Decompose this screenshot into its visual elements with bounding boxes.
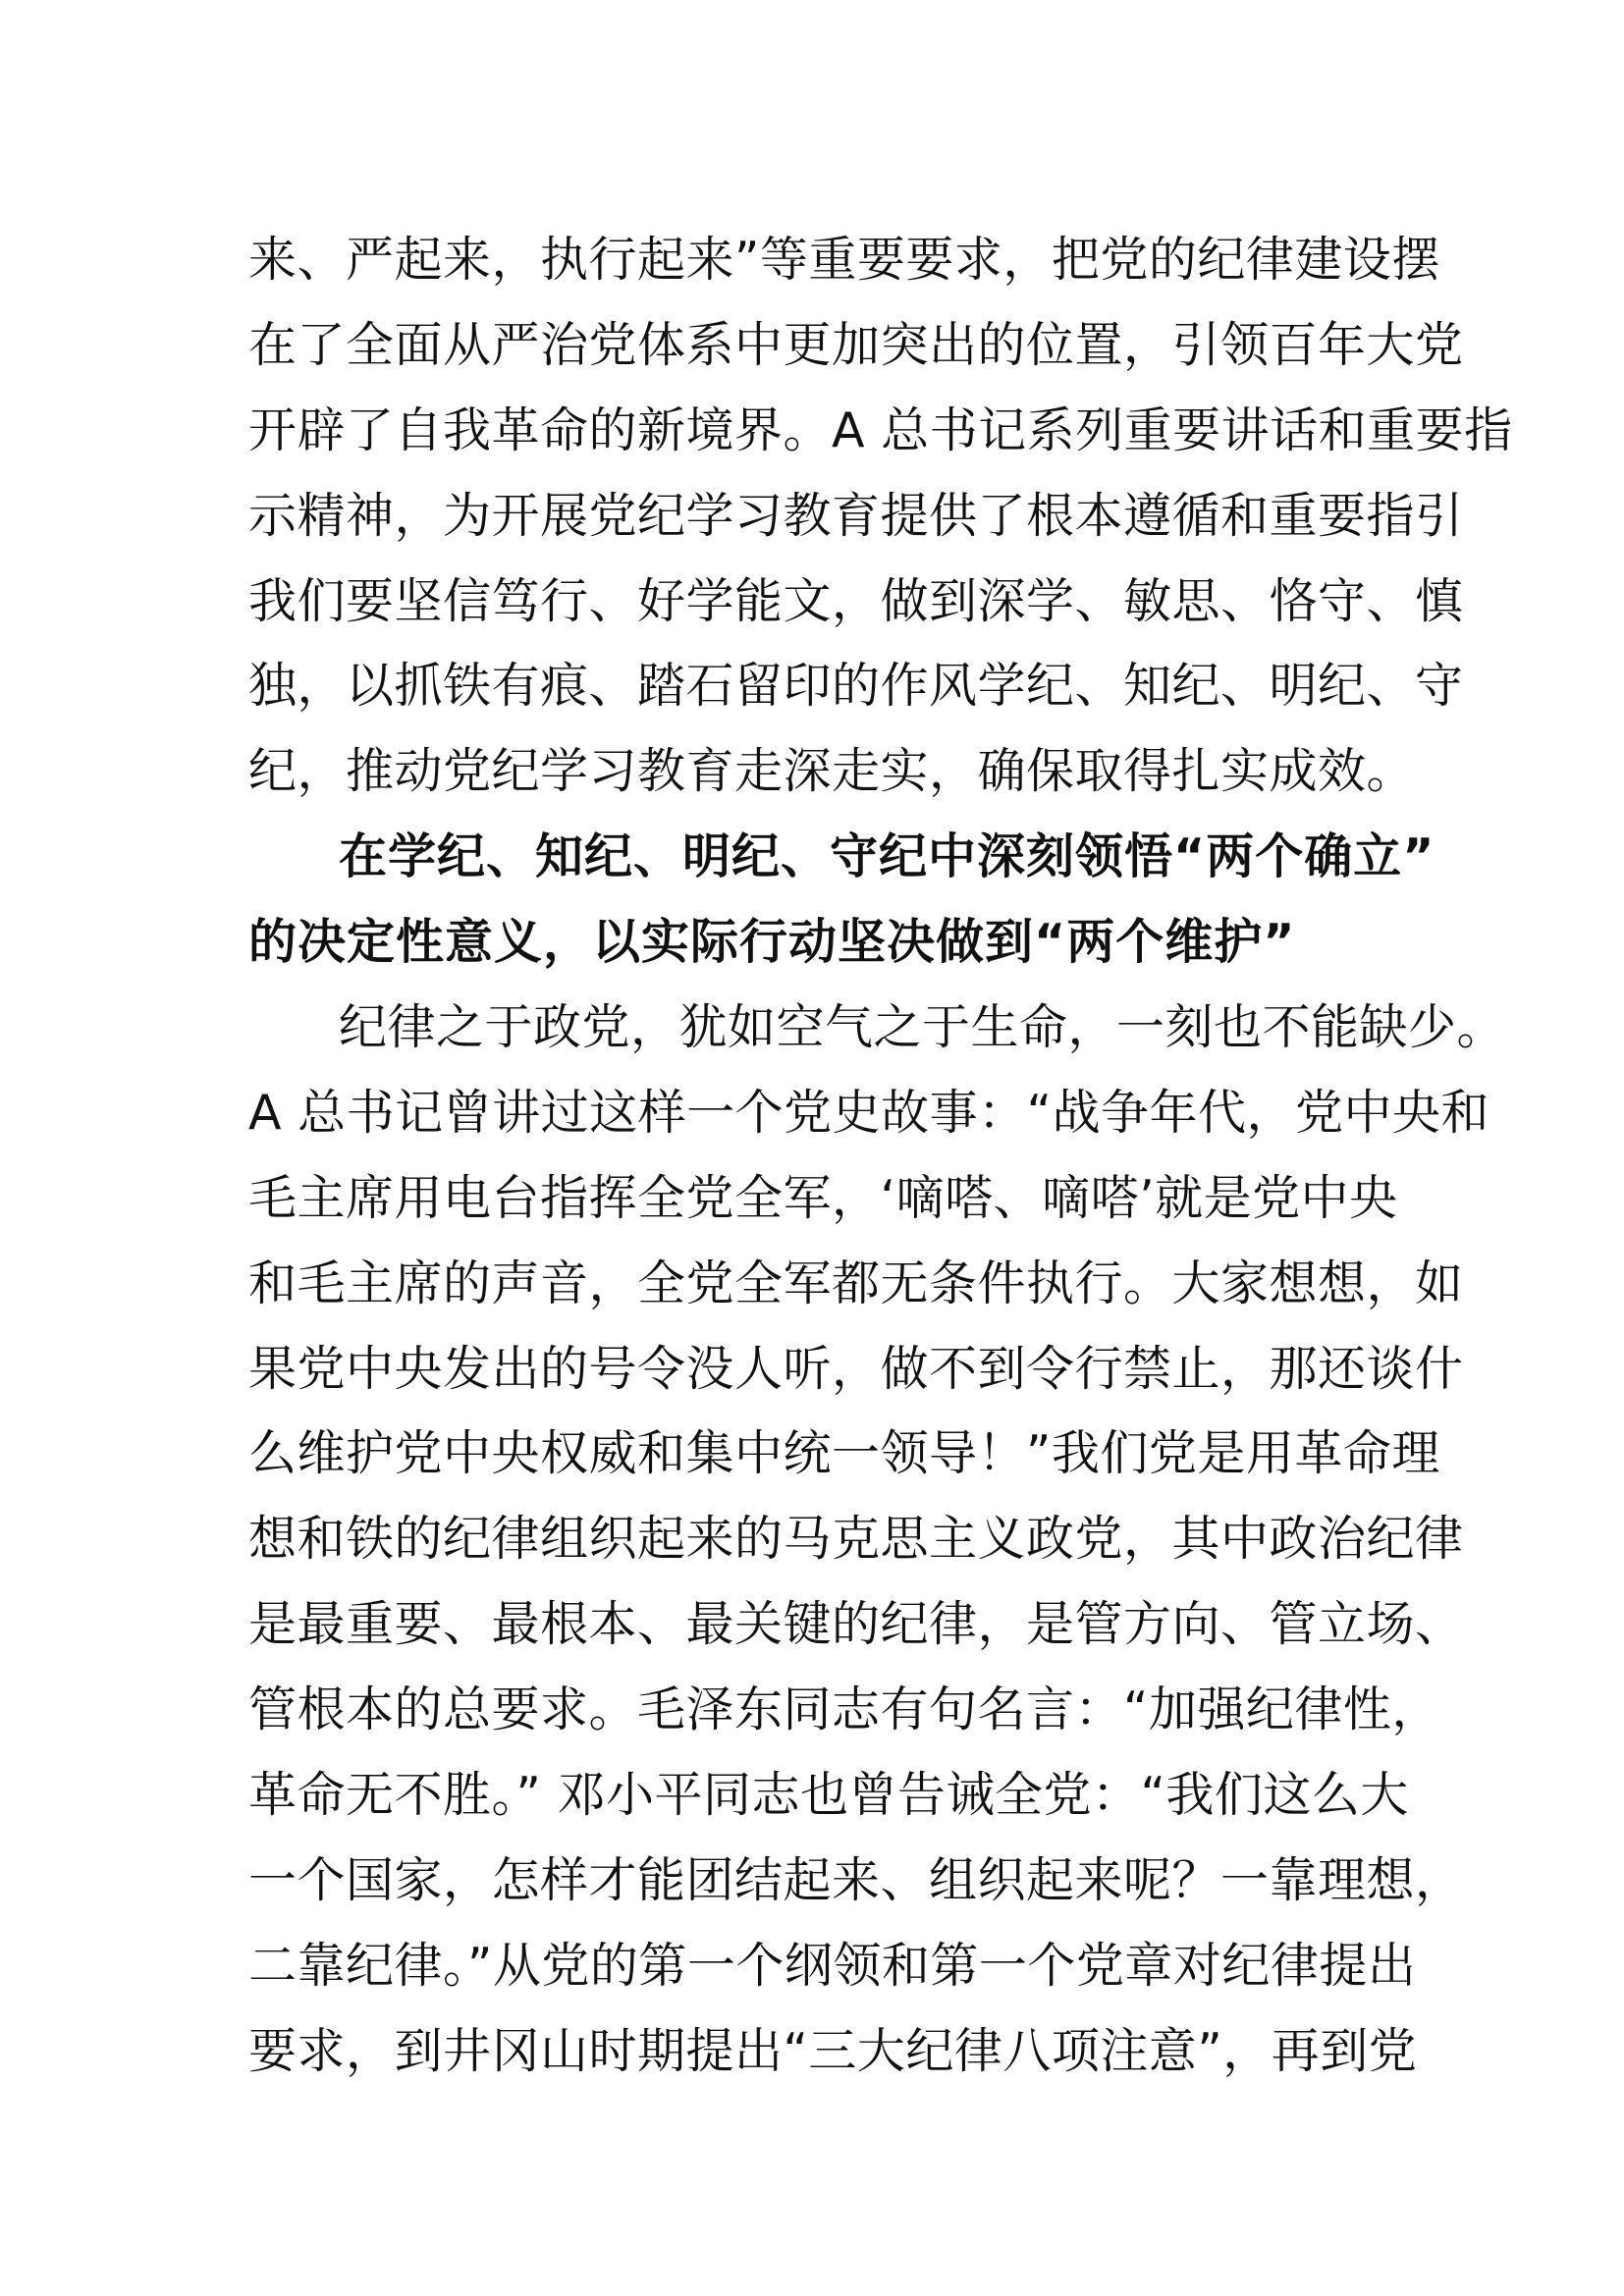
paragraph-discipline (248, 986, 1506, 2095)
text-line: 和毛主席的声音，全党全军都无条件执行。大家想想，如 (248, 1255, 1464, 1311)
text-line: 果党中央发出的号令没人听，做不到令行禁止，那还谈什 (248, 1340, 1464, 1397)
text-line: 纪，推动党纪学习教育走深走实，确保取得扎实成效。 (248, 743, 1416, 800)
text-line: 独，以抓铁有痕、踏石留印的作风学纪、知纪、明纪、守 (248, 658, 1464, 715)
text-line: 要求，到井冈山时期提出“三大纪律八项注意”，再到党 (248, 2022, 1418, 2079)
text-line: 么维护党中央权威和集中统一领导！”我们党是用革命理 (248, 1425, 1440, 1482)
text-line: 开辟了自我革命的新境界。A 总书记系列重要讲话和重要指 (248, 401, 1513, 458)
paragraph-intro (248, 218, 1513, 815)
text-line: A 总书记曾讲过这样一个党史故事：“战争年代，党中央和 (248, 1084, 1489, 1141)
heading-line: 的决定性意义，以实际行动坚决做到“两个维护” (248, 914, 1296, 971)
text-line: 纪律之于政党，犹如空气之于生命，一刻也不能缺少。 (339, 999, 1506, 1056)
text-line: 我们要坚信笃行、好学能文，做到深学、敏思、恪守、慎 (248, 572, 1464, 629)
text-line: 想和铁的纪律组织起来的马克思主义政党，其中政治纪律 (248, 1511, 1464, 1568)
section-heading (248, 815, 1435, 986)
text-line: 革命无不胜。” 邓小平同志也曾告诫全党：“我们这么大 (248, 1767, 1409, 1824)
text-line: 是最重要、最根本、最关键的纪律，是管方向、管立场、 (248, 1596, 1464, 1653)
text-line: 毛主席用电台指挥全党全军，‘嘀嗒、嘀嗒’就是党中央 (248, 1169, 1398, 1226)
text-line: 二靠纪律。”从党的第一个纲领和第一个党章对纪律提出 (248, 1937, 1417, 1994)
document-body (248, 218, 1513, 2095)
text-line: 来、严起来，执行起来”等重要要求，把党的纪律建设摆 (248, 232, 1440, 288)
text-line: 在了全面从严治党体系中更加突出的位置，引领百年大党 (248, 316, 1464, 373)
text-line: 一个国家，怎样才能团结起来、组织起来呢？一靠理想， (248, 1851, 1464, 1908)
heading-line: 在学纪、知纪、明纪、守纪中深刻领悟“两个确立” (339, 828, 1435, 885)
text-line: 示精神，为开展党纪学习教育提供了根本遵循和重要指引 (248, 487, 1464, 544)
text-line: 管根本的总要求。毛泽东同志有句名言：“加强纪律性， (248, 1682, 1440, 1738)
